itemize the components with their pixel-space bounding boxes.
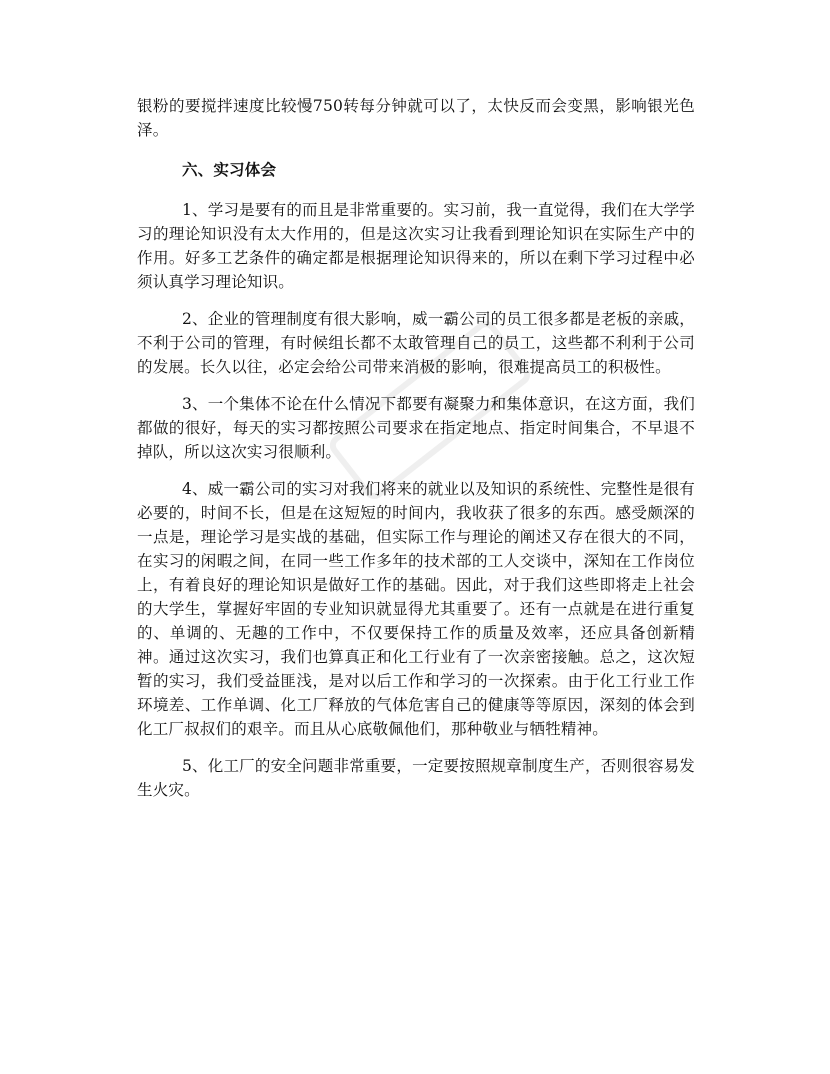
paragraph-3: 3、一个集体不论在什么情况下都要有凝聚力和集体意识，在这方面，我们都做的很好，每天的实习都按照公司要求在指定地点、指定时间集合，不早退不掉队，所以这次实习很顺利。: [137, 395, 695, 461]
paragraph-4: 4、威一霸公司的实习对我们将来的就业以及知识的系统性、完整性是很有必要的，时间不长，但是在这短短的时间内，我收获了很多的东西。感受颇深的一点是，理论学习是实战的基础，但实际工作与理论的阐述又存在很大的不同，在实习的闲暇之间，在同一些工作多年的技术部的工人交谈中，深知在工作岗位上，有着良好的理论知识是做好工作的基础。因此，对于我们这些即将走上社会的大学生，掌握好牢固的专业知识就显得尤其重要了。还有一点就是在进行重复的、单调的、无趣的工作中，不仅要保持工作的质量及效率，还应具备创新精神。通过这次实习，我们也算真正和化工行业有了一次亲密接触。总之，这次短暂的实习，我们受益匪浅，是对以后工作和学习的一次探索。由于化工行业工作环境差、工作单调、化工厂释放的气体危害自己的健康等等原因，深刻的体会到化工厂叔叔们的艰辛。而且从心底敬佩他们，那种敬业与牺牲精神。: [137, 480, 695, 738]
document-body: [137, 94, 695, 802]
intro-paragraph: 银粉的要搅拌速度比较慢750转每分钟就可以了，太快反而会变黑，影响银光色泽。: [137, 97, 695, 139]
paragraph-2: 2、企业的管理制度有很大影响，威一霸公司的员工很多都是老板的亲戚，不利于公司的管理，有时候组长都不太敢管理自己的员工，这些都不利利于公司的发展。长久以往，必定会给公司带来消极的影响，很难提高员工的积极性。: [137, 310, 695, 376]
section-heading: 六、实习体会: [181, 161, 277, 179]
paragraph-1: 1、学习是要有的而且是非常重要的。实习前，我一直觉得，我们在大学学习的理论知识没有太大作用的，但是这次实习让我看到理论知识在实际生产中的作用。好多工艺条件的确定都是根据理论知识得来的，所以在剩下学习过程中必须认真学习理论知识。: [137, 201, 695, 291]
paragraph-5: 5、化工厂的安全问题非常重要，一定要按照规章制度生产，否则很容易发生火灾。: [137, 757, 695, 799]
